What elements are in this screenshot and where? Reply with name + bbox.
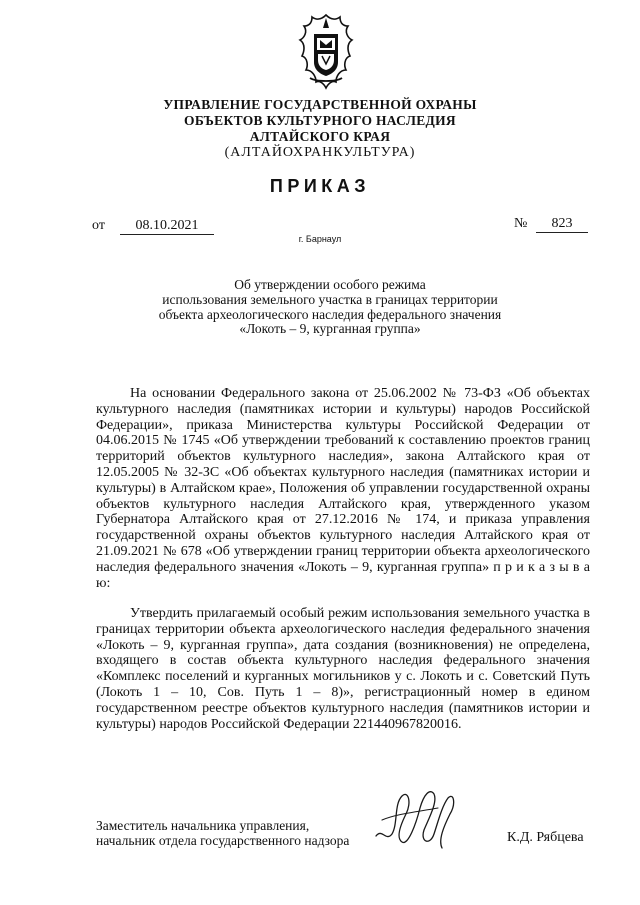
- signatory-position: [96, 818, 349, 848]
- number-sign: №: [514, 216, 528, 231]
- position-line1: Заместитель начальника управления,: [96, 818, 310, 833]
- body-paragraph-basis: [96, 386, 590, 591]
- handwritten-signature: [372, 784, 460, 854]
- paragraph-text: Утвердить прилагаемый особый режим использования земельного участка в границах территории объекта археологического наследия федерального значения «Локоть – 9, курганная группа», дата создания (возникновения) не определена, входящего в состав объекта культурного наследия федерального значения «Комплекс поселений и курганных могильников у с. Локоть и с. Советский Путь (Локоть 1 – 10, Сов. Путь 1 – 8)», регистрационный номер в едином государственном реестре объектов культурного наследия (памятников истории и культуры) народов Российской Федерации 221440967820016.: [96, 606, 590, 732]
- date-prefix: от: [92, 218, 105, 233]
- signatory-name: К.Д. Рябцева: [507, 830, 584, 845]
- subject-line: «Локоть – 9, курганная группа»: [239, 321, 421, 337]
- org-name-line2: ОБЪЕКТОВ КУЛЬТУРНОГО НАСЛЕДИЯ: [184, 113, 456, 128]
- document-number: 823: [536, 216, 588, 233]
- position-line2: начальник отдела государственного надзора: [96, 833, 350, 848]
- paragraph-text: На основании Федерального закона от 25.06.2002 № 73-ФЗ «Об объектах культурного наследия (памятниках истории и культуры) народов Российской Федерации», приказа Министерства культуры Российской Федерации от 04.06.2015 № 1745 «Об утверждении требований к составлению проектов границ территорий объектов культурного наследия», закона Алтайского края от 12.05.2005 № 32-ЗС «Об объектах культурного наследия (памятниках истории и культуры) в Алтайском крае», Положения об управлении государственной охраны объектов культурного наследия Алтайского края, утвержденного указом Губернатора Алтайского края от 27.12.2016 № 174, и приказа управления государственной охраны объектов культурного наследия Алтайского края от 21.09.2021 № 678 «Об утверждении границ территории объекта археологического наследия федерального значения «Локоть – 9, курганная группа» п р и к а з ы в а ю:: [96, 386, 590, 591]
- org-short-name: (АЛТАЙОХРАНКУЛЬТУРА): [224, 145, 416, 160]
- org-name-line3: АЛТАЙСКОГО КРАЯ: [249, 129, 391, 144]
- document-title: ПРИКАЗ: [269, 176, 371, 196]
- coat-of-arms-emblem: [296, 12, 356, 90]
- document-subject: [130, 278, 530, 337]
- subject-line: использования земельного участка в границах территории: [162, 291, 498, 307]
- city: г. Барнаул: [298, 234, 342, 244]
- subject-line: объекта археологического наследия федерального значения: [158, 306, 502, 322]
- subject-line: Об утверждении особого режима: [234, 277, 426, 292]
- org-name-line1: УПРАВЛЕНИЕ ГОСУДАРСТВЕННОЙ ОХРАНЫ: [163, 97, 477, 112]
- document-date: 08.10.2021: [120, 218, 214, 235]
- body-paragraph-order: [96, 606, 590, 732]
